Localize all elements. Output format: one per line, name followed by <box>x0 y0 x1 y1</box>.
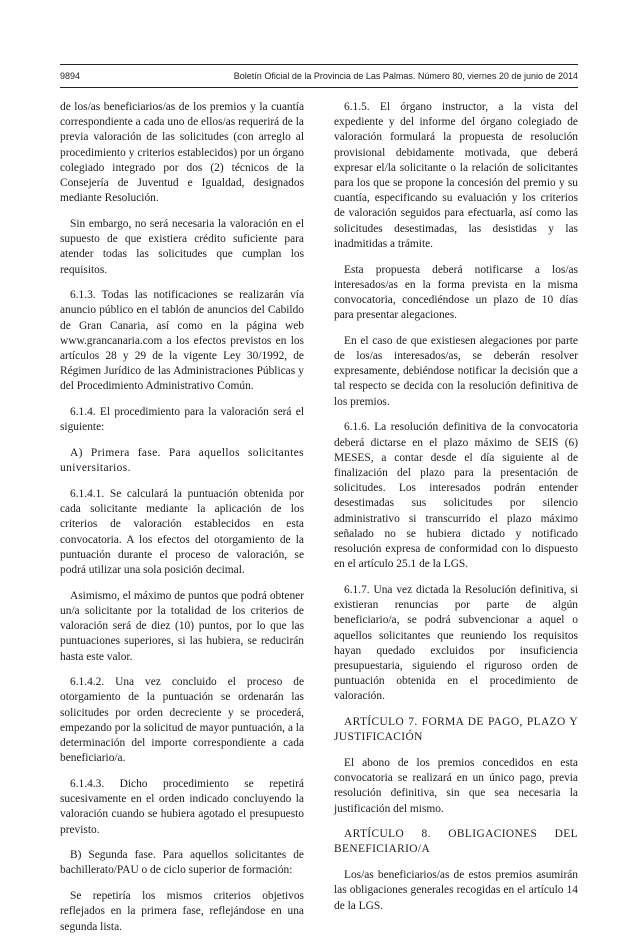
paragraph: 6.1.5. El órgano instructor, a la vista del expediente y del informe del órgano colegiado de valoración formulará la propuesta de resolución provisional debidamente motivada, que deberá expresar el/la solicitante o la relación de solicitantes para los que se propone la concesión del premio y su cuantía, especificando su evaluación y los criterios de valoración seguidos para efectuarla, así como las solicitudes desestimadas, las desistidas y las inadmitidas a trámite. <box>334 101 578 250</box>
article-heading: ARTÍCULO 8. OBLIGACIONES DEL BENEFICIARIO/A <box>334 828 578 856</box>
page-number: 9894 <box>60 71 81 81</box>
paragraph: Esta propuesta deberá notificarse a los/as interesados/as en la forma prevista en la misma convocatoria, concediéndose un plazo de 10 días para presentar alegaciones. <box>334 263 578 322</box>
paragraph: 6.1.4.1. Se calculará la puntuación obtenida por cada solicitante mediante la aplicación de los criterios de valoración establecidos en esta convocatoria. A los efectos del otorgamiento de la puntuación durante el proceso de valoración, se podrá utilizar una sola posición decimal. <box>60 487 304 576</box>
paragraph: 6.1.7. Una vez dictada la Resolución definitiva, si existieran renuncias por parte de algún beneficiario/a, se podrá subvencionar a aquel o aquellos solicitantes que reuniendo los requisitos hayan quedado excluidos por insuficiencia presupuestaria, siguiendo el riguroso orden de puntuación obtenida en el procedimiento de valoración. <box>334 583 578 703</box>
right-column <box>334 100 578 924</box>
page-header <box>60 64 578 88</box>
paragraph: En el caso de que existiesen alegaciones por parte de los/as interesados/as, se deberán resolver expresamente, debiéndose notificar la decisión que a tal respecto se decida con la resolución definitiva de los premios. <box>334 334 578 408</box>
publication-title: Boletín Oficial de la Provincia de Las Palmas. Número 80, viernes 20 de junio de 2014 <box>233 71 578 81</box>
paragraph: 6.1.4.2. Una vez concluido el proceso de otorgamiento de la puntuación se ordenarán las solicitudes por orden decreciente y se procederá, empezando por la solicitud de mayor puntuación, a la determinación del importe correspondiente a cada beneficiario/a. <box>60 676 304 765</box>
paragraph: Se repetiría los mismos criterios objetivos reflejados en la primera fase, reflejándose en una segunda lista. <box>60 890 304 933</box>
article-heading: ARTÍCULO 7. FORMA DE PAGO, PLAZO Y JUSTIFICACIÓN <box>334 716 578 744</box>
paragraph: Asimismo, el máximo de puntos que podrá obtener un/a solicitante por la totalidad de los criterios de valoración será de diez (10) puntos, por lo que las puntuaciones superiores, si las hubiera, se reducirán hasta este valor. <box>60 589 304 663</box>
paragraph: El abono de los premios concedidos en esta convocatoria se realizará en un único pago, previa resolución definitiva, sin que sea necesaria la justificación del mismo. <box>334 756 578 815</box>
section-heading: A) Primera fase. Para aquellos solicitantes universitarios. <box>60 447 304 475</box>
paragraph: 6.1.4.3. Dicho procedimiento se repetirá sucesivamente en el orden indicado concluyendo la valoración cuando se hubiera agotado el presupuesto previsto. <box>60 777 304 836</box>
paragraph: Los/as beneficiarios/as de estos premios asumirán las obligaciones generales recogidas en el artículo 14 de la LGS. <box>334 869 578 912</box>
paragraph: 6.1.3. Todas las notificaciones se realizarán vía anuncio público en el tablón de anuncios del Cabildo de Gran Canaria, así como en la página web www.grancanaria.com a los efectos previstos en los artículos 28 y 29 de la vigente Ley 30/1992, de Régimen Jurídico de las Administraciones Públicas y del Procedimiento Administrativo Común. <box>60 289 304 393</box>
paragraph: Sin embargo, no será necesaria la valoración en el supuesto de que existiera crédito suficiente para atender todas las solicitudes que cumplan los requisitos. <box>60 217 304 276</box>
document-body <box>60 100 578 933</box>
paragraph: 6.1.4. El procedimiento para la valoración será el siguiente: <box>60 406 304 434</box>
paragraph: 6.1.6. La resolución definitiva de la convocatoria deberá dictarse en el plazo máximo de SEIS (6) MESES, a contar desde el día siguiente al de finalización del plazo para la presentación de solicitudes. Los interesados podrán entender desestimadas sus solicitudes por silencio administrativo si transcurrido el plazo máximo señalado no se hubiera dictado y notificado resolución expresa de conformidad con lo dispuesto en el artículo 25.1 de la LGS. <box>334 421 578 571</box>
paragraph: de los/as beneficiarios/as de los premios y la cuantía correspondiente a cada uno de ellos/as requerirá de la previa valoración de las solicitudes (con arreglo al procedimiento y criterios establecidos) por un órgano colegiado integrado por dos (2) técnicos de la Consejería de Juventud e Igualdad, designados mediante Resolución. <box>60 101 304 205</box>
section-heading: B) Segunda fase. Para aquellos solicitantes de bachillerato/PAU o de ciclo superior de formación: <box>60 849 304 877</box>
left-column <box>60 100 304 945</box>
